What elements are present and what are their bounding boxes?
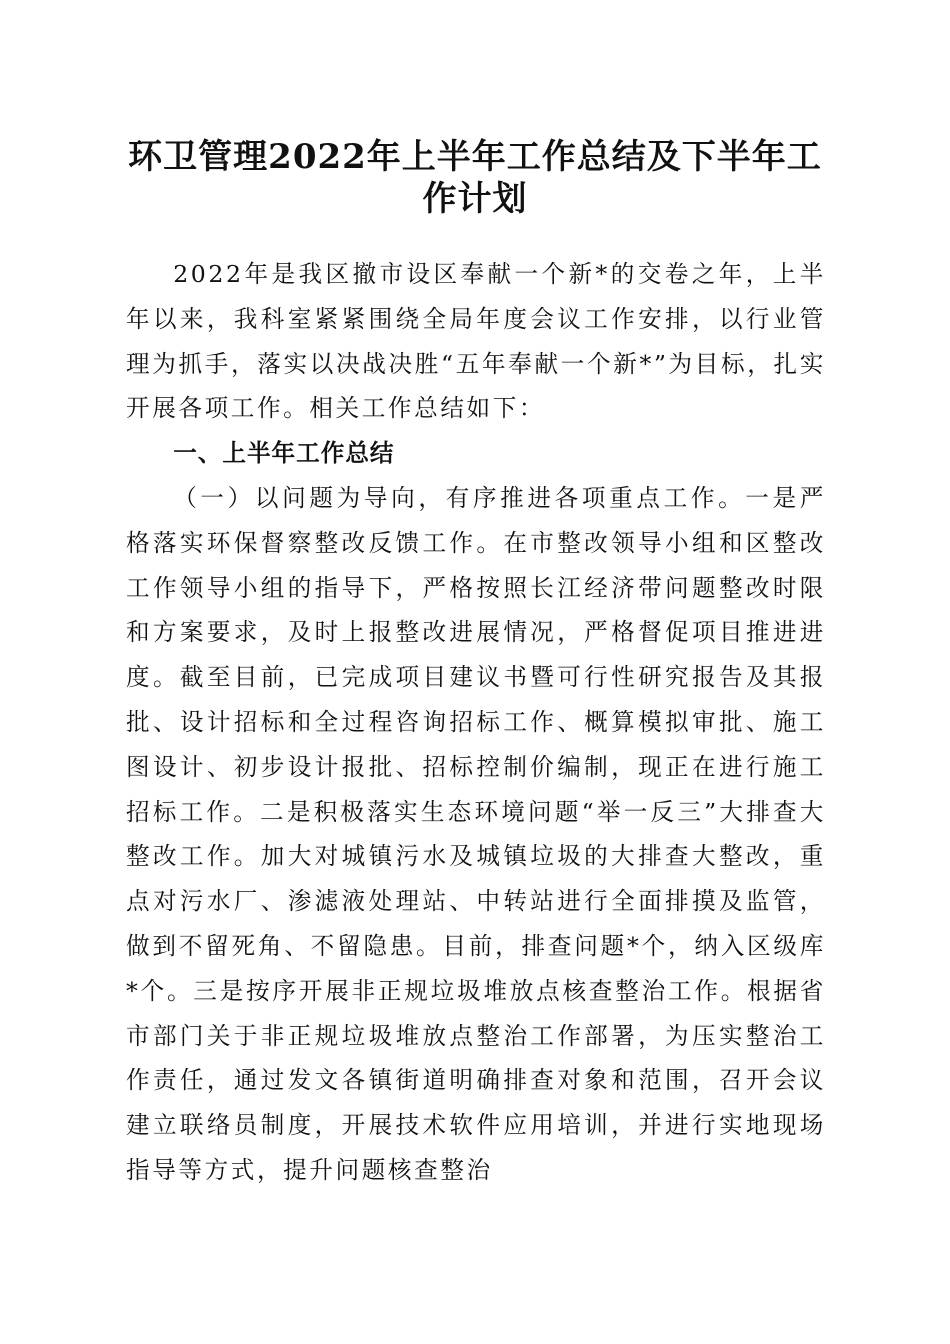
intro-paragraph: 2022年是我区撤市设区奉献一个新*的交卷之年，上半年以来，我科室紧紧围绕全局年度会议工作安排，以行业管理为抓手，落实以决战决胜“五年奉献一个新*”为目标，扎实开展各项工作。相关工作总结如下： [126,260,826,423]
document-body [126,252,826,1193]
section-paragraph: （一）以问题为导向，有序推进各项重点工作。一是严格落实环保督察整改反馈工作。在市整改领导小组和区整改工作领导小组的指导下，严格按照长江经济带问题整改时限和方案要求，及时上报整改进展情况，严格督促项目推进进度。截至目前，已完成项目建议书暨可行性研究报告及其报批、设计招标和全过程咨询招标工作、概算模拟审批、施工图设计、初步设计报批、招标控制价编制，现正在进行施工招标工作。二是积极落实生态环境问题“举一反三”大排查大整改工作。加大对城镇污水及城镇垃圾的大排查大整改，重点对污水厂、渗滤液处理站、中转站进行全面排摸及监管，做到不留死角、不留隐患。目前，排查问题*个，纳入区级库*个。三是按序开展非正规垃圾堆放点核查整治工作。根据省市部门关于非正规垃圾堆放点整治工作部署，为压实整治工作责任，通过发文各镇街道明确排查对象和范围，召开会议建立联络员制度，开展技术软件应用培训，并进行实地现场指导等方式，提升问题核查整治 [126,483,826,1184]
document-title: 环卫管理2022年上半年工作总结及下半年工作计划 [128,137,822,219]
section-heading: 一、上半年工作总结 [173,439,395,468]
